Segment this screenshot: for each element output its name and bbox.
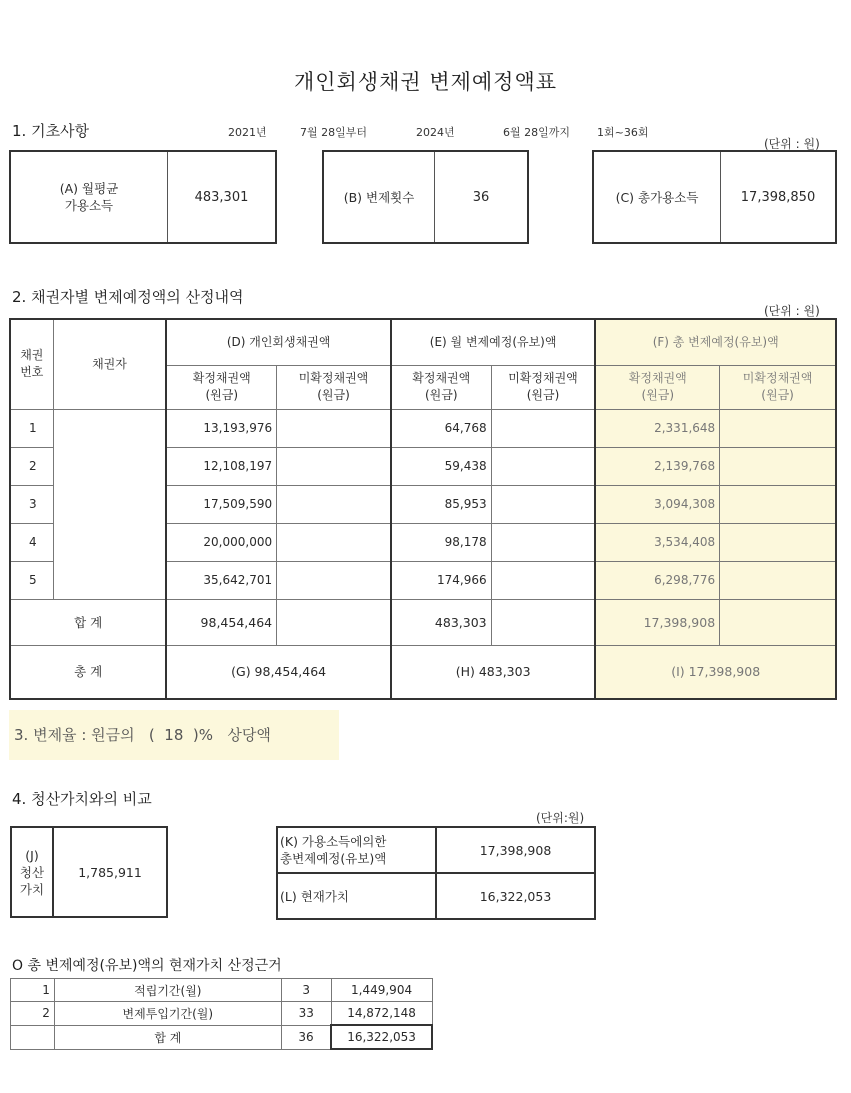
row-d-unconfirmed [277, 561, 391, 599]
k-label: (K) 가용소득에의한 총변제예정(유보)액 [277, 827, 436, 873]
header-e-confirmed: 확정채권액 (원금) [391, 365, 491, 409]
subtotal-d: 98,454,464 [166, 599, 276, 645]
row-f-confirmed: 3,534,408 [595, 523, 719, 561]
basis-row-no: 2 [11, 1002, 55, 1026]
period-start-date: 7월 28일부터 [300, 126, 367, 139]
box-a-value: 483,301 [194, 189, 249, 205]
section4-heading: 4. 청산가치와의 비교 [12, 790, 152, 808]
row-e-unconfirmed [491, 447, 595, 485]
section4-unit: (단위:원) [536, 811, 585, 825]
header-f: (F) 총 변제예정(유보)액 [595, 319, 836, 365]
row-d-unconfirmed [277, 409, 391, 447]
subtotal-f: 17,398,908 [595, 599, 719, 645]
comparison-table [276, 826, 596, 920]
grandtotal-g: (G) 98,454,464 [166, 645, 391, 699]
basis-total-row [11, 1025, 433, 1049]
row-no: 1 [10, 409, 53, 447]
section1-unit: (단위 : 원) [764, 137, 820, 151]
row-no: 4 [10, 523, 53, 561]
header-creditor-no: 채권 번호 [10, 319, 53, 409]
row-e-unconfirmed [491, 523, 595, 561]
subtotal-label: 합 계 [10, 599, 166, 645]
l-value: 16,322,053 [436, 873, 595, 919]
row-e-confirmed: 64,768 [391, 409, 491, 447]
row-d-unconfirmed [277, 447, 391, 485]
row-e-unconfirmed [491, 561, 595, 599]
liquidation-value-table [10, 826, 168, 918]
subtotal-e-unconfirmed [491, 599, 595, 645]
grandtotal-row [10, 645, 836, 699]
row-d-confirmed: 17,509,590 [166, 485, 276, 523]
period-start-year: 2021년 [228, 126, 267, 139]
basis-row-label: 적립기간(월) [54, 979, 281, 1002]
row-f-unconfirmed [720, 523, 836, 561]
subtotal-f-unconfirmed [720, 599, 836, 645]
basis-row-months: 33 [281, 1002, 331, 1026]
row-e-confirmed: 98,178 [391, 523, 491, 561]
page-title: 개인회생채권 변제예정액표 [293, 70, 558, 94]
table-row [11, 979, 433, 1002]
row-d-confirmed: 13,193,976 [166, 409, 276, 447]
creditor-table [9, 318, 837, 700]
row-f-confirmed: 6,298,776 [595, 561, 719, 599]
row-e-unconfirmed [491, 485, 595, 523]
row-d-unconfirmed [277, 485, 391, 523]
row-f-unconfirmed [720, 485, 836, 523]
l-label: (L) 현재가치 [277, 873, 436, 919]
row-f-confirmed: 3,094,308 [595, 485, 719, 523]
subtotal-row [10, 599, 836, 645]
row-f-unconfirmed [720, 409, 836, 447]
box-c-label: (C) 총가용소득 [594, 152, 721, 242]
period-end-year: 2024년 [416, 126, 455, 139]
basis-row-amount: 1,449,904 [331, 979, 432, 1002]
basis-table [10, 978, 433, 1050]
header-e: (E) 월 변제예정(유보)액 [391, 319, 595, 365]
header-d: (D) 개인회생채권액 [166, 319, 391, 365]
row-f-confirmed: 2,139,768 [595, 447, 719, 485]
creditor-name-cell [53, 409, 166, 599]
box-b-label: (B) 변제횟수 [324, 152, 435, 242]
section2-unit: (단위 : 원) [764, 304, 820, 318]
box-c-total-income [592, 150, 837, 244]
basis-total-no [11, 1025, 55, 1049]
header-e-unconfirmed: 미확정채권액 (원금) [491, 365, 595, 409]
header-f-unconfirmed: 미확정채권액 (원금) [720, 365, 836, 409]
subtotal-d-unconfirmed [277, 599, 391, 645]
box-b-value: 36 [472, 189, 490, 205]
header-f-confirmed: 확정채권액 (원금) [595, 365, 719, 409]
header-d-confirmed: 확정채권액 (원금) [166, 365, 276, 409]
repayment-rate: 3. 변제율 : 원금의 ( 18 )% 상당액 [14, 726, 271, 744]
table-row [10, 409, 836, 447]
basis-total-label: 합 계 [54, 1025, 281, 1049]
box-a-label-line1: (A) 월평균 [59, 181, 119, 196]
period-count: 1회~36회 [597, 126, 649, 139]
row-d-confirmed: 12,108,197 [166, 447, 276, 485]
table-row [11, 1002, 433, 1026]
row-e-confirmed: 174,966 [391, 561, 491, 599]
row-f-confirmed: 2,331,648 [595, 409, 719, 447]
section2-heading: 2. 채권자별 변제예정액의 산정내역 [12, 288, 244, 306]
basis-row-amount: 14,872,148 [331, 1002, 432, 1026]
basis-row-no: 1 [11, 979, 55, 1002]
basis-row-months: 3 [281, 979, 331, 1002]
j-value: 1,785,911 [53, 827, 167, 917]
row-f-unconfirmed [720, 561, 836, 599]
grandtotal-h: (H) 483,303 [391, 645, 595, 699]
row-no: 2 [10, 447, 53, 485]
period-end-date: 6월 28일까지 [503, 126, 570, 139]
j-label: (J) 청산 가치 [11, 827, 53, 917]
row-d-confirmed: 35,642,701 [166, 561, 276, 599]
grandtotal-label: 총 계 [10, 645, 166, 699]
subtotal-e: 483,303 [391, 599, 491, 645]
header-creditor: 채권자 [53, 319, 166, 409]
row-no: 5 [10, 561, 53, 599]
grandtotal-i: (I) 17,398,908 [595, 645, 836, 699]
header-d-unconfirmed: 미확정채권액 (원금) [277, 365, 391, 409]
box-b-payment-count [322, 150, 529, 244]
row-d-confirmed: 20,000,000 [166, 523, 276, 561]
row-e-confirmed: 85,953 [391, 485, 491, 523]
row-e-confirmed: 59,438 [391, 447, 491, 485]
row-e-unconfirmed [491, 409, 595, 447]
basis-total-amount: 16,322,053 [331, 1025, 432, 1049]
row-f-unconfirmed [720, 447, 836, 485]
basis-total-months: 36 [281, 1025, 331, 1049]
box-a-monthly-income [9, 150, 277, 244]
box-c-value: 17,398,850 [740, 189, 816, 205]
row-d-unconfirmed [277, 523, 391, 561]
basis-heading: O 총 변제예정(유보)액의 현재가치 산정근거 [12, 958, 282, 974]
row-no: 3 [10, 485, 53, 523]
box-a-label [11, 152, 168, 242]
section1-heading: 1. 기초사항 [12, 122, 90, 140]
box-a-label-line2: 가용소득 [64, 198, 114, 213]
k-value: 17,398,908 [436, 827, 595, 873]
basis-row-label: 변제투입기간(월) [54, 1002, 281, 1026]
